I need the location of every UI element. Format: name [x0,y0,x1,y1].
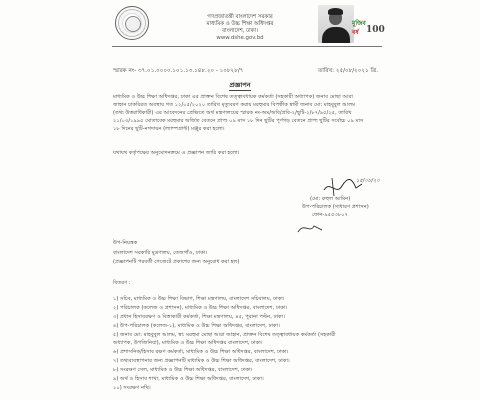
letterhead-line-1: গণপ্রজাতন্ত্রী বাংলাদেশ সরকার [207,14,273,20]
body-line-1: মাধ্যমিক ও উচ্চ শিক্ষা অধিদপ্তর, ঢাকা এর প্রাক্তন বিশেষ তত্ত্বাবধায়ক কর্মকর্তা (সহকারী অধ্যাপক) জনাব মোছা আরা [113,94,353,100]
signatory-phone: ফোন-৯৫৫৩৮০৭ [312,212,348,218]
memo-date: তারিখ: ২৫/০৮/২০২১ খ্রি. [318,68,378,74]
signature-date: ১৫/০৮/২০ [356,178,380,184]
recipient-note: (প্রজ্ঞাপনটি পরবর্তী গেজেটে প্রকাশের জন্য অনুরোধ করা হল) [113,259,240,265]
letterhead [170,14,310,42]
signatory-designation: উপ-পরিচালক (সাধারণ প্রশাসন) [302,204,369,210]
letterhead-line-2: মাধ্যমিক ও উচ্চ শিক্ষা অধিদপ্তর [206,21,274,27]
distribution-item: ৪) উপ-পরিচালক (কলেজ-১), মাধ্যমিক ও উচ্চ শিক্ষা অধিদপ্তর, বাংলাদেশ, ঢাকা। [113,323,280,329]
mujib-borsho-logo [352,18,385,38]
logo-number: 100 [366,25,385,35]
initial-scribble [296,220,326,236]
distribution-label: বিতরণ : [113,280,131,286]
document-title-text: প্রজ্ঞাপন [229,81,251,89]
letterhead-website: www.dshe.gov.bd [216,35,264,41]
body-line-2: জাহান চাকরিরত অবস্থায় গত ১২/০৫/২০২০ তারিখ মৃত্যুবরণ করায় মরহুমার বিপত্নীক স্বামী জনাব মো: মাহবুবুল আলম [113,102,356,108]
distribution-item: ৭) তথ্যব্যবস্থাপনার জন্য প্রজ্ঞাপনটি মাধ্যমিক ও উচ্চ শিক্ষা অধিদপ্তর, বাংলাদেশ, ঢাকা। [113,358,290,364]
header-divider [112,46,382,47]
distribution-item: ৩) প্রধান হিসাবরক্ষণ ও বিত্তাকারী কর্মকর্তা, শিক্ষা মন্ত্রণালয়, ৪৫, পুরানা পল্টন, ঢাকা। [113,314,286,320]
recipient-office: বাংলাদেশ সরকারি মুদ্রণালয়, তেজগাঁও, ঢাকা। [113,250,208,256]
approval-line: যথাযথ কর্তৃপক্ষের অনুমোদনক্রমে এ প্রজ্ঞাপন জারি করা হলো। [113,150,240,156]
memo-number: স্মারক নং- ৩৭.০১.০০০০.১০১.১৩.১৪৮.২০ - ১০৮২৮/৭ [113,68,244,74]
distribution-item: ১০) সংরক্ষণ নথি। [113,385,151,391]
distribution-item: অধ্যাপক, উপজিনিয়া), মাধ্যমিক ও উচ্চ শিক্ষা অধিদপ্তর বাংলাদেশ, ঢাকা। [113,340,263,346]
recipient-label: উপ-নিয়ন্ত্রক [113,240,138,246]
distribution-item: ২) পরিচালক (কলেজ ও প্রশাসন), মাধ্যমিক ও উচ্চ শিক্ষা অধিদপ্তর, বাংলাদেশ, ঢাকা। [113,305,288,311]
distribution-item: ৬) প্রশাসনিক/হিসাব রক্ষণ কর্মকর্তা, মাধ্যমিক ও উচ্চ শিক্ষা অধিদপ্তর, বাংলাদেশ, ঢাকা। [113,349,289,355]
distribution-item: ৯) অর্থ ও হিসাব শাখা, মাধ্যমিক ও উচ্চ শিক্ষা অধিদপ্তর, বাংলাদেশ, ঢাকা। [113,376,264,382]
logo-text-top: মুজিব [352,20,366,27]
logo-text-bottom: বর্ষ [352,29,359,36]
body-line-5: ১৮ দিনের ছুটি-নগদায়ন (ল্যাম্পগ্রান্ট) মঞ্জুর করা হলো। [113,126,225,132]
body-line-3: (তথ্য উত্তরাধিকারী) এর আবেদনের প্রেক্ষিতে অর্থ মন্ত্রণালয়ের স্মারক নং-অম/অবি/প্রবি-২/ছুটি-২/৮৭/৯৫/২৫, তারিখ [113,110,352,116]
distribution-item: ১) সচিব, মাধ্যমিক ও উচ্চ শিক্ষা বিভাগ, শিক্ষা মন্ত্রণালয়, বাংলাদেশ সচিবালয়, ঢাকা। [113,296,285,302]
signatory-name: (মো: রুহুল আমিন) [310,196,351,202]
government-seal-icon [115,6,149,40]
body-line-4: ২১/০৩/১৯৯৫ মোতাবেক মরহুমার অর্জিত বেতনে প্রাপ্য ০৯ মাস ১৮ দিন ছুটির পূর্ণগড় বেতনে প্রাপ্য ছুটির সর্বোচ্চ ০৯ মাস [113,118,364,124]
letterhead-line-3: বাংলাদেশ, ঢাকা। [222,28,258,34]
distribution-item: ৫) জনাব মো: মাহবুবুল আলম, স্বা: মরহুমা মোছা আরা জাহান, প্রাক্তন বিশেষ তত্ত্বাবধায়ক কর্মকর্তা (সহকারী [113,332,336,338]
document-title [0,80,480,91]
portrait-image [318,5,354,43]
distribution-item: ৮) সংরক্ষণ সেল, মাধ্যমিক ও উচ্চ শিক্ষা অধিদপ্তর, বাংলাদেশ, ঢাকা। [113,367,253,373]
